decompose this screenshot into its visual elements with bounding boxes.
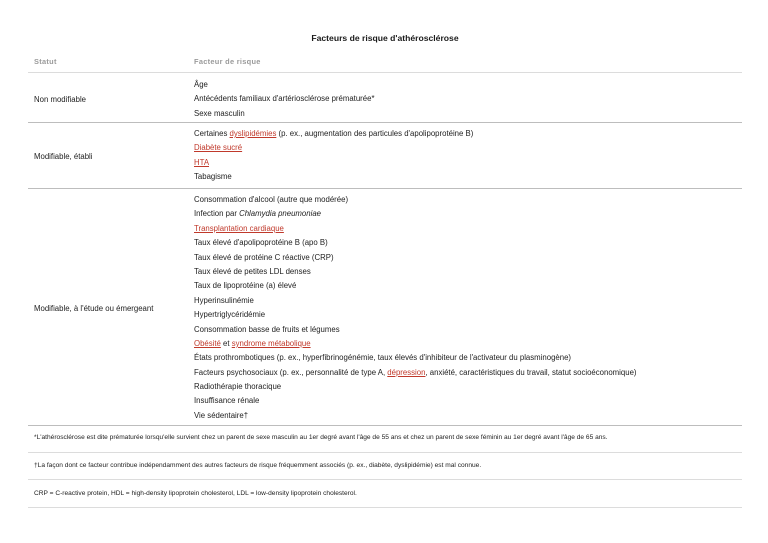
row-divider xyxy=(28,122,742,123)
factor-text: Radiothérapie thoracique xyxy=(194,382,282,392)
factor-text: Tabagisme xyxy=(194,172,232,182)
factor-text: États prothrombotiques (p. ex., hyperfibrinogénémie, taux élevés d'inhibiteur de l'activateur du plasminogène) xyxy=(194,353,572,363)
factor-text: Taux élevé de protéine C réactive (CRP) xyxy=(194,252,334,262)
group-statut: Modifiable, établi xyxy=(34,152,93,161)
footnote-abbreviations: CRP = C-reactive protein, HDL = high-density lipoprotein cholesterol, LDL = low-density lipoprotein cholesterol. xyxy=(34,490,357,497)
risk-factor-item xyxy=(194,366,742,380)
risk-factor-item xyxy=(194,409,742,423)
risk-factor-item xyxy=(194,170,742,184)
footnote-premature: *L'athérosclérose est dite prématurée lorsqu'elle survient chez un parent de sexe masculin au 1er degré avant l'âge de 55 ans et chez un parent de sexe féminin au 1er degré avant l'âge de 65 ans. xyxy=(34,434,608,441)
group-factors xyxy=(194,78,742,121)
factor-text: et xyxy=(220,338,232,348)
factor-text: Taux élevé de petites LDL denses xyxy=(194,266,311,276)
factor-text: Insuffisance rénale xyxy=(194,396,260,406)
note-divider xyxy=(28,452,742,453)
risk-factor-item xyxy=(194,308,742,322)
risk-factor-item xyxy=(194,265,742,279)
footnote-sedentary: †La façon dont ce facteur contribue indépendamment des autres facteurs de risque fréquemment associés (p. ex., diabète, dyslipidémie) est mal connue. xyxy=(34,462,482,469)
factor-text: Antécédents familiaux d'artériosclérose prématurée* xyxy=(194,94,375,104)
column-header-facteur: Facteur de risque xyxy=(194,57,261,66)
factor-text: Certaines xyxy=(194,129,230,138)
factor-text: Taux de lipoprotéine (a) élevé xyxy=(194,281,297,291)
risk-factor-item xyxy=(194,107,742,121)
factor-text: Infection par xyxy=(194,209,240,219)
factor-text: Âge xyxy=(194,80,208,89)
note-divider xyxy=(28,479,742,480)
risk-factor-link[interactable]: syndrome métabolique xyxy=(231,338,311,348)
factor-text: Facteurs psychosociaux (p. ex., personnalité de type A, xyxy=(194,367,388,377)
risk-factor-link[interactable]: Transplantation cardiaque xyxy=(194,223,284,233)
factor-text: Sexe masculin xyxy=(194,108,245,118)
risk-factor-link[interactable]: dépression xyxy=(387,367,426,377)
group-factors xyxy=(194,193,742,423)
risk-factor-item xyxy=(194,323,742,337)
risk-factor-item xyxy=(194,207,742,221)
risk-factor-item xyxy=(194,337,742,351)
header-divider xyxy=(28,72,742,73)
risk-factor-item xyxy=(194,294,742,308)
risk-factor-link[interactable]: HTA xyxy=(194,157,210,167)
table-title: Facteurs de risque d'athérosclérose xyxy=(311,33,459,43)
note-divider xyxy=(28,507,742,508)
species-name: Chlamydia pneumoniae xyxy=(239,209,321,219)
risk-factor-item xyxy=(194,127,742,141)
risk-factor-item xyxy=(194,78,742,92)
factor-text: Hypertriglycéridémie xyxy=(194,310,266,320)
risk-factor-item xyxy=(194,380,742,394)
factor-text: Vie sédentaire† xyxy=(194,410,249,420)
row-divider xyxy=(28,425,742,426)
risk-factor-item xyxy=(194,141,742,155)
risk-factor-item xyxy=(194,222,742,236)
risk-factor-item xyxy=(194,156,742,170)
risk-factor-item xyxy=(194,193,742,207)
group-statut: Non modifiable xyxy=(34,95,87,104)
group-statut: Modifiable, à l'étude ou émergeant xyxy=(34,304,154,313)
group-factors xyxy=(194,127,742,185)
factor-text: Hyperinsulinémie xyxy=(194,295,254,305)
risk-factor-link[interactable]: Obésité xyxy=(194,338,221,348)
factor-text: Taux élevé d'apolipoprotéine B (apo B) xyxy=(194,238,328,248)
column-header-statut: Statut xyxy=(34,57,57,66)
risk-factor-item xyxy=(194,394,742,408)
factor-text: Consommation basse de fruits et légumes xyxy=(194,324,340,334)
risk-factor-item xyxy=(194,279,742,293)
factor-text: (p. ex., augmentation des particules d'apolipoprotéine B) xyxy=(276,129,474,138)
risk-factor-link[interactable]: dyslipidémies xyxy=(229,129,277,138)
factor-text: Consommation d'alcool (autre que modérée) xyxy=(194,195,349,204)
risk-factor-item xyxy=(194,92,742,106)
risk-factor-item xyxy=(194,251,742,265)
row-divider xyxy=(28,188,742,189)
risk-factor-item xyxy=(194,351,742,365)
risk-factor-link[interactable]: Diabète sucré xyxy=(194,143,243,153)
risk-factor-item xyxy=(194,236,742,250)
factor-text: , anxiété, caractéristiques du travail, statut socioéconomique) xyxy=(425,367,637,377)
